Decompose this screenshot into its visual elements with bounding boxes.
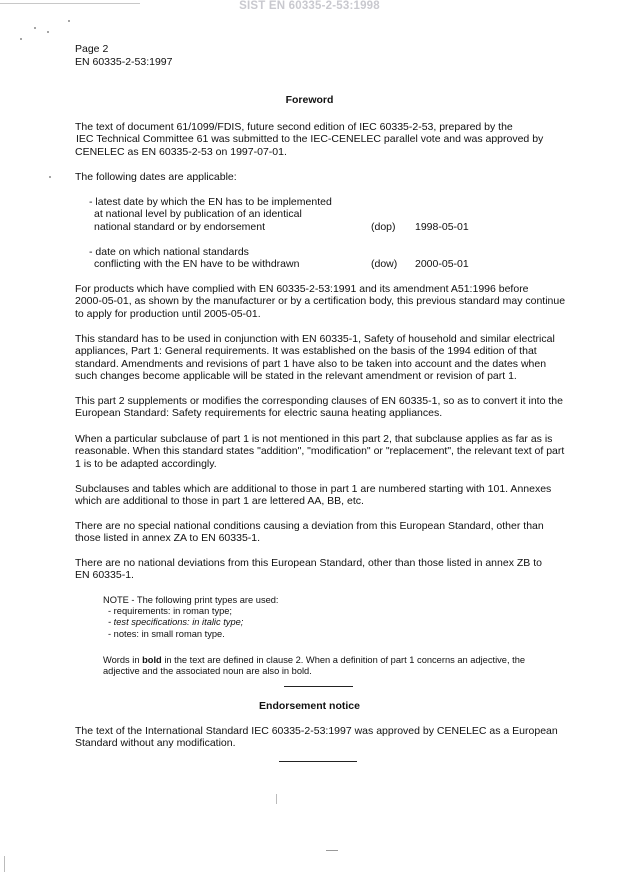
- text-line: 2000-05-01, as shown by the manufacturer or by a certification body, this previous standard may continue: [75, 295, 566, 308]
- text-line: appliances, Part 1: General requirements. It was established on the basis of the 1994 edition of that: [75, 345, 537, 358]
- note-item: - notes: in small roman type.: [108, 628, 225, 639]
- text-line: European Standard: Safety requirements for electric sauna heating appliances.: [75, 407, 443, 420]
- scan-mark: [0, 3, 140, 4]
- text-line: [103, 655, 563, 666]
- scan-speck: [20, 38, 22, 40]
- text-line: reasonable. When this standard states "addition", "modification" or "replacement", the relevant text of part: [75, 445, 565, 458]
- text-line: - date on which national standards: [89, 246, 249, 258]
- text-line: which are additional to those in part 1 are lettered AA, BB, etc.: [75, 495, 364, 508]
- text-line: those listed in annex ZA to EN 60335-1.: [75, 532, 261, 545]
- text-fragment: Words in: [103, 655, 143, 665]
- scan-speck: [49, 176, 51, 178]
- text-line: When a particular subclause of part 1 is not mentioned in this part 2, that subclause applies as far as is: [75, 433, 553, 445]
- foreword-paragraph-6: [75, 433, 575, 470]
- text-line: to apply for production until 2005-05-01.: [75, 307, 261, 320]
- scan-speck: [47, 31, 49, 33]
- page-number: Page 2: [75, 43, 109, 55]
- text-line: such changes become applicable will be stated in the relevant amendment or revision of part 1.: [75, 369, 517, 382]
- foreword-title: Foreword: [285, 94, 334, 106]
- print-types-note: [103, 595, 563, 640]
- endorsement-title: Endorsement notice: [259, 700, 360, 712]
- text-line: There are no national deviations from this European Standard, other than those listed in annex ZB to: [75, 557, 542, 569]
- dates-intro: The following dates are applicable:: [75, 171, 237, 183]
- bold-words-note: [103, 655, 563, 677]
- text-line: conflicting with the EN have to be withdrawn: [94, 258, 300, 271]
- scan-mark: [276, 794, 277, 804]
- text-line: adjective and the associated noun are also in bold.: [103, 666, 312, 677]
- date-item-dow: [89, 246, 509, 271]
- endorsement-paragraph: [75, 725, 575, 750]
- text-line: Subclauses and tables which are additional to those in part 1 are numbered starting with 101. Annexes: [75, 483, 552, 495]
- section-divider: [279, 761, 357, 762]
- text-line: EN 60335-1.: [75, 569, 134, 582]
- date-item-dop: [89, 196, 509, 233]
- watermark-text: SIST EN 60335-2-53:1998: [239, 0, 380, 12]
- scan-mark: [326, 850, 338, 851]
- scan-speck: [68, 20, 70, 22]
- text-line: 1 is to be adapted accordingly.: [75, 457, 217, 470]
- text-fragment: in the text are defined in clause 2. When a definition of part 1 concerns an adjective, the: [161, 655, 526, 665]
- text-line: This part 2 supplements or modifies the corresponding clauses of EN 60335-1, so as to convert it into the: [75, 395, 563, 407]
- foreword-paragraph-4: [75, 333, 575, 382]
- text-line: This standard has to be used in conjunction with EN 60335-1, Safety of household and similar electrical: [75, 333, 555, 345]
- scan-speck: [34, 27, 36, 29]
- date-code: (dow): [371, 258, 398, 271]
- date-value: 2000-05-01: [415, 258, 469, 271]
- bold-word: bold: [142, 655, 162, 665]
- text-line: standard. Amendments and revisions of part 1 have also to be taken into account and the dates when: [75, 357, 547, 370]
- note-intro: NOTE - The following print types are used:: [103, 595, 279, 605]
- text-line: CENELEC as EN 60335-2-53 on 1997-07-01.: [75, 145, 287, 158]
- foreword-paragraph-9: [75, 557, 575, 582]
- note-item: - requirements: in roman type;: [108, 606, 233, 617]
- foreword-paragraph-7: [75, 483, 575, 508]
- note-item: - test specifications: in italic type;: [108, 617, 244, 628]
- text-line: national standard or by endorsement: [94, 220, 266, 233]
- text-line: IEC Technical Committee 61 was submitted to the IEC-CENELEC parallel vote and was approved by: [76, 133, 544, 146]
- section-divider: [284, 686, 353, 687]
- text-line: There are no special national conditions causing a deviation from this European Standard, other than: [75, 520, 544, 532]
- foreword-paragraph-3: [75, 283, 575, 320]
- text-line: Standard without any modification.: [75, 737, 236, 750]
- text-line: The text of the International Standard IEC 60335-2-53:1997 was approved by CENELEC as a European: [75, 725, 558, 737]
- text-line: at national level by publication of an identical: [94, 208, 302, 221]
- document-id: EN 60335-2-53:1997: [75, 55, 173, 68]
- foreword-paragraph-1: [75, 121, 575, 158]
- date-value: 1998-05-01: [415, 220, 469, 233]
- foreword-paragraph-8: [75, 520, 575, 545]
- scan-mark: [4, 856, 5, 872]
- date-code: (dop): [371, 220, 396, 233]
- text-line: For products which have complied with EN 60335-2-53:1991 and its amendment A51:1996 before: [75, 283, 529, 295]
- foreword-paragraph-5: [75, 395, 575, 420]
- text-line: The text of document 61/1099/FDIS, future second edition of IEC 60335-2-53, prepared by the: [75, 121, 513, 133]
- page-header: [75, 43, 173, 68]
- text-line: - latest date by which the EN has to be implemented: [89, 196, 332, 208]
